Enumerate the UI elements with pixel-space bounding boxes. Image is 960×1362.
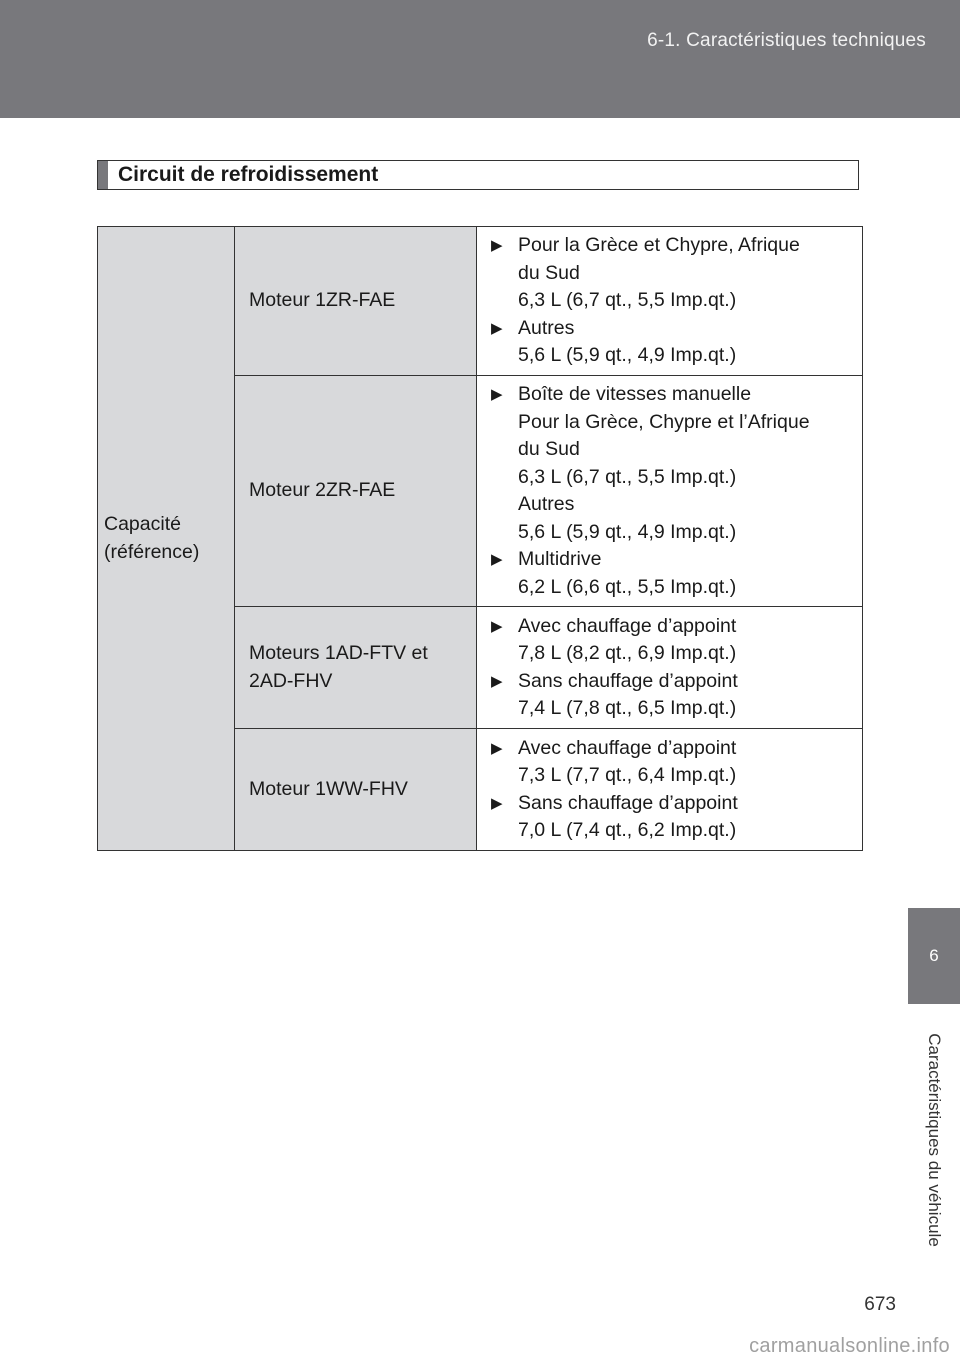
capacity-option bbox=[491, 735, 854, 790]
engine-name: Moteur 2ZR-FAE bbox=[249, 479, 396, 502]
section-title-text: Circuit de refroidissement bbox=[118, 163, 379, 186]
cooling-capacity-table bbox=[97, 226, 863, 851]
sub-option-label: Autres bbox=[518, 493, 575, 515]
capacity-option bbox=[491, 668, 854, 723]
chapter-header: 6-1. Caractéristiques techniques bbox=[647, 30, 926, 51]
triangle-bullet-icon: ▶ bbox=[491, 617, 503, 635]
capacity-option bbox=[491, 381, 854, 409]
engine-name: Moteur 1ZR-FAE bbox=[249, 289, 396, 312]
engine-name: 2AD-FHV bbox=[249, 669, 333, 692]
page-number: 673 bbox=[864, 1294, 896, 1315]
option-value: 6,2 L (6,6 qt., 5,5 Imp.qt.) bbox=[518, 575, 737, 598]
engine-cell bbox=[235, 729, 477, 851]
capacity-values-cell bbox=[477, 376, 863, 607]
triangle-bullet-icon: ▶ bbox=[491, 672, 503, 690]
option-label: Pour la Grèce et Chypre, Afrique bbox=[518, 234, 800, 257]
engine-cell bbox=[235, 227, 477, 376]
section-title bbox=[97, 160, 859, 190]
capacity-label: Capacité bbox=[104, 513, 181, 535]
capacity-option bbox=[491, 613, 854, 668]
triangle-bullet-icon: ▶ bbox=[491, 551, 503, 568]
triangle-bullet-icon: ▶ bbox=[491, 237, 503, 255]
option-value: 7,8 L (8,2 qt., 6,9 Imp.qt.) bbox=[518, 642, 737, 664]
capacity-values-cell bbox=[477, 607, 863, 729]
option-label: Multidrive bbox=[518, 548, 602, 570]
sub-option bbox=[491, 491, 854, 546]
triangle-bullet-icon: ▶ bbox=[491, 739, 503, 757]
option-value: 7,0 L (7,4 qt., 6,2 Imp.qt.) bbox=[518, 819, 737, 841]
triangle-bullet-icon: ▶ bbox=[491, 319, 503, 337]
option-value: 6,3 L (6,7 qt., 5,5 Imp.qt.) bbox=[518, 289, 737, 312]
chapter-tab bbox=[908, 908, 960, 1004]
option-label: du Sud bbox=[518, 261, 580, 284]
option-label: Avec chauffage d’appoint bbox=[518, 736, 737, 759]
engine-cell bbox=[235, 376, 477, 607]
engine-cell bbox=[235, 607, 477, 729]
sub-option bbox=[491, 409, 854, 492]
engine-name: Moteur 1WW-FHV bbox=[249, 777, 408, 800]
sub-option-value: 5,6 L (5,9 qt., 4,9 Imp.qt.) bbox=[518, 520, 737, 543]
sub-option-value: 6,3 L (6,7 qt., 5,5 Imp.qt.) bbox=[518, 465, 737, 488]
sub-option-label: du Sud bbox=[518, 438, 580, 460]
capacity-option bbox=[491, 232, 854, 315]
option-value: 5,6 L (5,9 qt., 4,9 Imp.qt.) bbox=[518, 344, 737, 367]
option-label: Sans chauffage d’appoint bbox=[518, 669, 738, 692]
capacity-values-cell bbox=[477, 729, 863, 851]
capacity-label-sub: (référence) bbox=[104, 540, 200, 563]
option-label: Sans chauffage d’appoint bbox=[518, 791, 738, 814]
option-value: 7,4 L (7,8 qt., 6,5 Imp.qt.) bbox=[518, 697, 737, 719]
header-band bbox=[0, 0, 960, 118]
capacity-option bbox=[491, 790, 854, 845]
triangle-bullet-icon: ▶ bbox=[491, 386, 503, 403]
sub-option-label: Pour la Grèce, Chypre et l’Afrique bbox=[518, 410, 810, 433]
table-row bbox=[98, 227, 863, 376]
capacity-label-cell bbox=[98, 227, 235, 851]
option-value: 7,3 L (7,7 qt., 6,4 Imp.qt.) bbox=[518, 764, 737, 786]
chapter-side-label: Caractéristiques du véhicule bbox=[925, 1033, 944, 1247]
capacity-option bbox=[491, 315, 854, 370]
engine-name: Moteurs 1AD-FTV et bbox=[249, 642, 428, 664]
capacity-values-cell bbox=[477, 227, 863, 376]
capacity-option bbox=[491, 546, 854, 601]
option-label: Autres bbox=[518, 316, 575, 339]
triangle-bullet-icon: ▶ bbox=[491, 794, 503, 812]
option-label: Avec chauffage d’appoint bbox=[518, 614, 737, 637]
option-label: Boîte de vitesses manuelle bbox=[518, 383, 752, 405]
watermark: carmanualsonline.info bbox=[749, 1335, 950, 1357]
chapter-tab-number: 6 bbox=[929, 946, 939, 965]
section-marker bbox=[98, 161, 108, 189]
